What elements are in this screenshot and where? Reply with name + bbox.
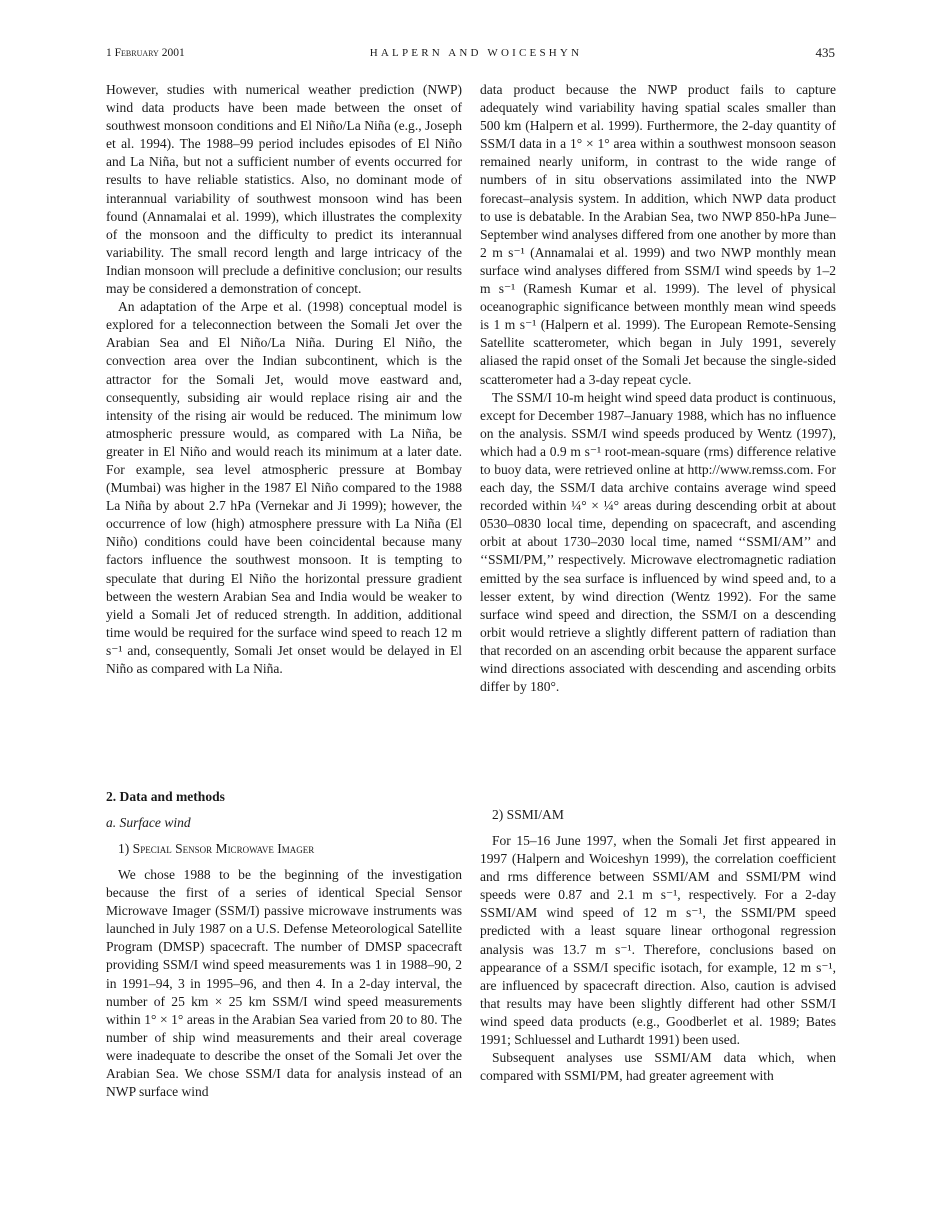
running-header-authors: HALPERN AND WOICESHYN: [369, 47, 583, 59]
left-column: [106, 81, 462, 678]
subsubsection-heading: 1) Special Sensor Microwave Imager: [118, 841, 315, 856]
header-year: 2001: [161, 47, 185, 59]
paragraph: An adaptation of the Arpe et al. (1998) conceptual model is explored for a teleconnection between the Somali Jet over the Arabian Sea and El Niño/La Niña. During El Niño, the convection area over the Indian subcontinent, which is the attractor for the Somali Jet, would move eastward and, consequently, subsiding air would replace rising air and the intensity of the rising air would be reduced. The minimum low atmospheric pressure would, as compared with La Niña, be greater in El Niño and would reach its minimum at a later date. For example, sea level atmospheric pressure at Bombay (Mumbai) was higher in the 1987 El Niño compared to the 1988 La Niña by about 2.7 hPa (Vernekar and Ji 1999); however, the occurrence of low (high) atmosphere pressure with La Niña (El Niño) conditions could have been coincidental because many factors influence the southwest monsoon. It is tempting to speculate that during El Niño the horizontal pressure gradient between the western Arabian Sea and India would be weaker to yield a Somali Jet of reduced strength. In addition, additional time would be required for the surface wind speed to reach 12 m s⁻¹ and, consequently, Somali Jet onset would be delayed in El Niño as compared with La Niña.: [106, 299, 462, 676]
paragraph: For 15–16 June 1997, when the Somali Jet first appeared in 1997 (Halpern and Woiceshyn 1999), the correlation coefficient and rms difference between SSMI/AM and SSMI/PM wind speeds were 0.87 and 2.1 m s⁻¹, respectively. For a 2-day SSMI/AM wind speed of 12 m s⁻¹, the SSMI/PM speed predicted with a least square linear orthogonal regression analysis was 13.7 m s⁻¹. Therefore, conclusions based on appearance of a SSM/I specific isotach, for example, 12 m s⁻¹, are influenced by spacecraft direction. Also, caution is advised that results may have been slightly different had other SSM/I wind speed data products (e.g., Goodberlet et al. 1989; Bates 1991; Schluessel and Luthardt 1991) been used.: [480, 833, 836, 1048]
paragraph: The SSM/I 10-m height wind speed data product is continuous, except for December 1987–January 1988, which has no influence on the analysis. SSM/I wind speeds produced by Wentz (1997), which had a 0.9 m s⁻¹ root-mean-square (rms) difference relative to buoy data, were retrieved online at http://www.remss.com. For each day, the SSM/I data archive contains average wind speed recorded within ¼° × ¼° areas during descending orbit at about 0530–0830 local time, depending on spacecraft, and ascending orbit at about 1730–2030 local time, named ‘‘SSMI/AM’’ and ‘‘SSMI/PM,’’ respectively. Microwave electromagnetic radiation emitted by the sea surface is influenced by wind speed and, to a lesser extent, by wind direction (Wentz 1992). For the same surface wind speed and direction, the SSM/I on a descending orbit would retrieve a slightly different pattern of radiation than that recorded on an ascending orbit because the apparent surface wind directions associated with descending and ascending orbits differ by 180°.: [480, 389, 836, 695]
header-day: 1: [106, 47, 112, 59]
paragraph: We chose 1988 to be the beginning of the investigation because the first of a series of identical Special Sensor Microwave Imager (SSM/I) passive microwave instruments was launched in July 1987 on a U.S. Defense Meteorological Satellite Program (DMSP) spacecraft. The number of DMSP spacecraft providing SSM/I wind speed measurements was 1 in 1988–90, 2 in 1991–94, 3 in 1995–96, and then 4. In a 2-day interval, the number of 25 km × 25 km SSM/I wind speed measurements within 1° × 1° areas in the Arabian Sea varied from 20 to 80. The number of ship wind measurements and their areal coverage were inadequate to describe the onset of the Somali Jet over the Arabian Sea. We chose SSM/I data for analysis instead of an NWP surface wind: [106, 867, 462, 1100]
subsection-heading: a. Surface wind: [106, 815, 191, 830]
paragraph: data product because the NWP product fails to capture adequately wind variability having spatial scales smaller than 500 km (Halpern et al. 1999). Furthermore, the 2-day quantity of SSM/I data in a 1° × 1° area within a southwest monsoon season remained nearly uniform, in contrast to the wide range of numbers of in situ observations assimilated into the NWP forecast–analysis system. In addition, which NWP data product to use is debatable. In the Arabian Sea, two NWP 850-hPa June–September wind analyses differed from one another by more than 2 m s⁻¹ (Annamalai et al. 1999) and two NWP monthly mean surface wind analyses differed from SSM/I wind speeds by 1–2 m s⁻¹ (Ramesh Kumar et al. 1999). The level of physical oceanographic significance between monthly mean wind speeds is 1 m s⁻¹ (Halpern et al. 1999). The European Remote-Sensing Satellite scatterometer, which began in July 1991, severely aliased the rapid onset of the Somali Jet because the single-sided scatterometer had a 3-day repeat cycle.: [480, 82, 836, 387]
paragraph: However, studies with numerical weather prediction (NWP) wind data products have been made between the onset of southwest monsoon conditions and El Niño/La Niña (e.g., Joseph et al. 1994). The 1988–99 period includes episodes of El Niño and La Niña, but not a sufficient number of events occurred for results to have reliable statistics. Also, no dominant mode of interannual variability of southwest monsoon wind has been found (Annamalai et al. 1999), which illustrates the complexity of the monsoon and the difficulty to predict its interannual variability. The small record length and large intricacy of the Indian monsoon will preclude a definitive conclusion; our results may be considered a demonstration of concept.: [106, 82, 462, 297]
subsubsection-heading: 2) SSMI/AM: [492, 807, 564, 822]
section-heading: 2. Data and methods: [106, 789, 225, 804]
paragraph: Subsequent analyses use SSMI/AM data which, when compared with SSMI/PM, had greater agreement with: [480, 1050, 836, 1084]
page-number: 435: [815, 45, 835, 60]
header-month: February: [114, 47, 159, 59]
right-column: [480, 81, 836, 696]
section-body: [106, 866, 462, 1101]
section-body: [480, 832, 836, 1085]
